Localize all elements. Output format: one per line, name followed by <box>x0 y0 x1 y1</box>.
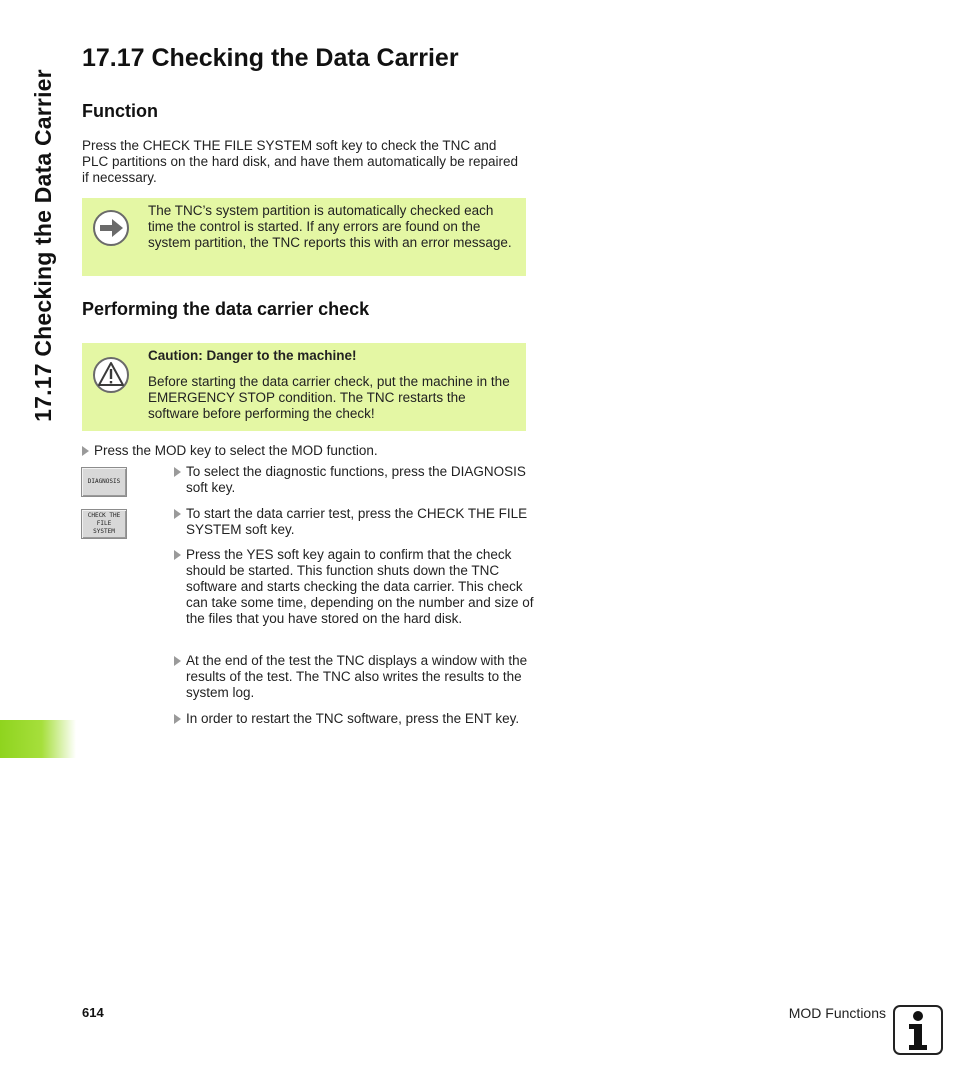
diagnosis-softkey[interactable] <box>81 467 127 497</box>
step-bullet-icon <box>174 509 181 519</box>
step-2 <box>174 464 536 496</box>
step-5 <box>174 653 536 701</box>
function-paragraph: Press the CHECK THE FILE SYSTEM soft key to check the TNC and PLC partitions on the hard disk, and have them automatically be repaired if necessary. <box>82 138 519 185</box>
warning-icon <box>92 356 130 399</box>
step-5-text: At the end of the test the TNC displays a window with the results of the test. The TNC also writes the results to the system log. <box>186 653 528 700</box>
step-bullet-icon <box>174 467 181 477</box>
info-note-box <box>82 198 526 276</box>
softkey-line-1: CHECK THE <box>87 512 121 519</box>
check-file-system-softkey-label <box>88 512 121 536</box>
step-3-text: To start the data carrier test, press the CHECK THE FILE SYSTEM soft key. <box>186 506 528 537</box>
side-chapter-title <box>26 50 60 440</box>
chapter-tab-marker <box>0 720 76 758</box>
step-bullet-icon <box>174 656 181 666</box>
section-function-title: Function <box>82 101 158 121</box>
caution-box <box>82 343 526 431</box>
step-1-text: Press the MOD key to select the MOD function. <box>94 443 378 458</box>
check-file-system-softkey[interactable] <box>81 509 127 539</box>
info-icon <box>892 1004 944 1061</box>
diagnosis-softkey-label: DIAGNOSIS <box>87 478 121 485</box>
step-bullet-icon <box>174 714 181 724</box>
side-chapter-title-text: 17.17 Checking the Data Carrier <box>29 68 56 422</box>
softkey-line-3: SYSTEM <box>93 528 115 535</box>
page-number: 614 <box>82 1005 104 1020</box>
caution-text: Before starting the data carrier check, put the machine in the EMERGENCY STOP condition. The TNC restarts the software before performing the check! <box>148 374 510 421</box>
section-check-title: Performing the data carrier check <box>82 299 370 319</box>
step-1 <box>82 443 534 459</box>
arrow-right-icon <box>92 209 130 252</box>
footer-section-label: MOD Functions <box>788 1005 886 1021</box>
step-4 <box>174 547 536 627</box>
info-note-text: The TNC’s system partition is automatically checked each time the control is started. If any errors are found on the system partition, the TNC reports this with an error message. <box>148 203 512 250</box>
step-2-text: To select the diagnostic functions, press the DIAGNOSIS soft key. <box>186 464 526 495</box>
caution-title: Caution: Danger to the machine! <box>148 348 357 363</box>
page-title: 17.17 Checking the Data Carrier <box>82 44 459 72</box>
step-bullet-icon <box>174 550 181 560</box>
step-bullet-icon <box>82 446 89 456</box>
step-6 <box>174 711 536 727</box>
step-3 <box>174 506 536 538</box>
step-6-text: In order to restart the TNC software, press the ENT key. <box>186 711 520 726</box>
softkey-line-2: FILE <box>96 520 112 527</box>
step-4-text: Press the YES soft key again to confirm that the check should be started. This function shuts down the TNC software and starts checking the data carrier. This check can take some time, depending on the number and size of the files that you have stored on the hard disk. <box>186 547 534 626</box>
